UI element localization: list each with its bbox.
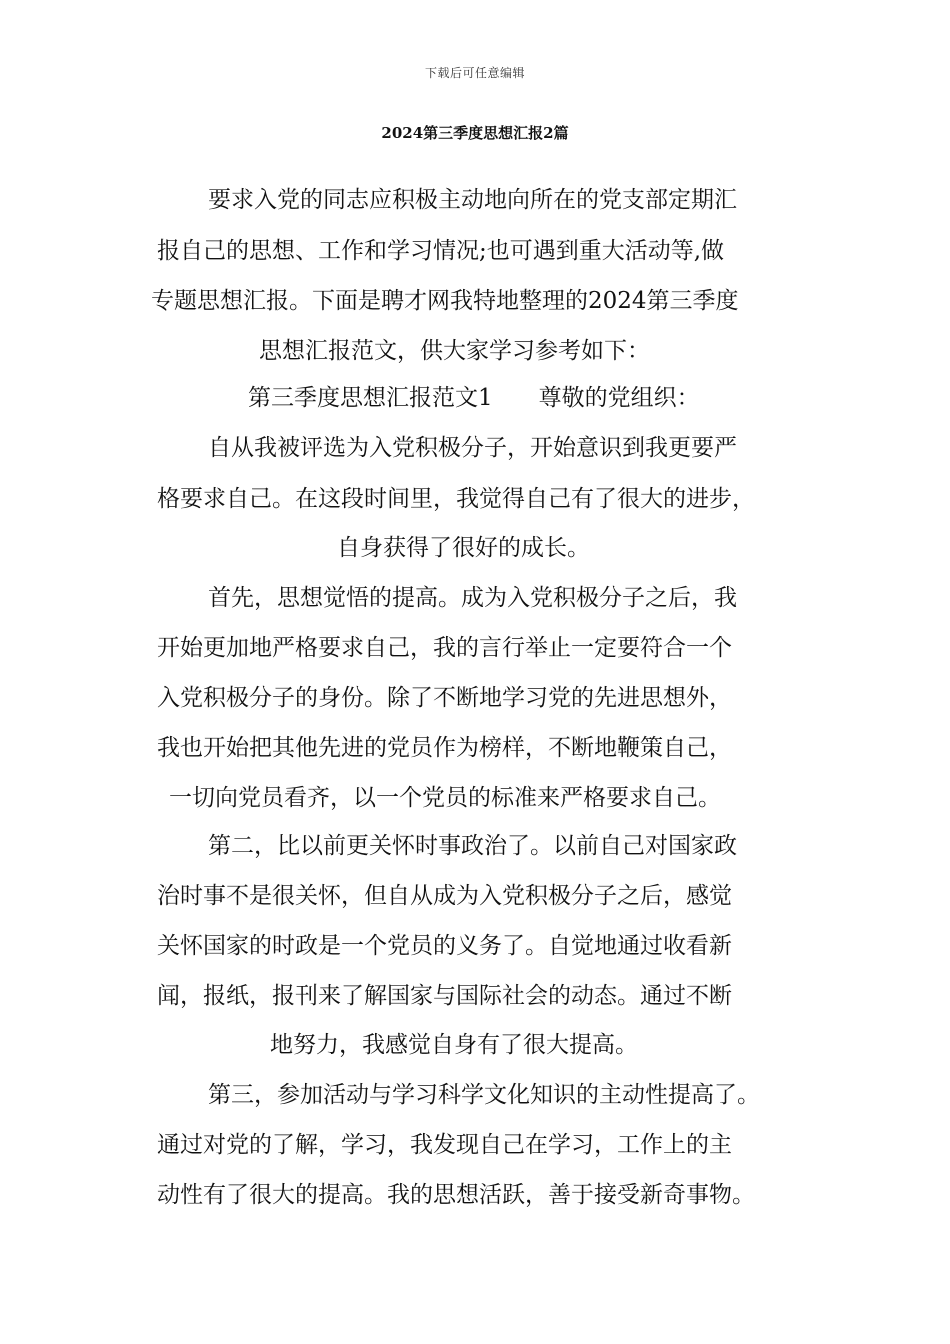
text-line: 一切向党员看齐，以一个党员的标准来严格要求自己。 bbox=[169, 785, 721, 811]
text-line: 治时事不是很关怀，但自从成为入党积极分子之后，感觉 bbox=[157, 883, 732, 909]
text-line: 自身获得了很好的成长。 bbox=[337, 535, 590, 561]
text-line: 专题思想汇报。下面是聘才网我特地整理的2024第三季度 bbox=[151, 288, 739, 314]
text-line: 报自己的思想、工作和学习情况;也可遇到重大活动等,做 bbox=[157, 238, 725, 264]
text-line: 要求入党的同志应积极主动地向所在的党支部定期汇 bbox=[208, 187, 737, 213]
text-line: 自从我被评选为入党积极分子，开始意识到我更要严 bbox=[208, 435, 737, 461]
page-header: 下载后可任意编辑 bbox=[424, 66, 525, 80]
text-line: 第二，比以前更关怀时事政治了。以前自己对国家政 bbox=[208, 833, 737, 859]
text-line: 首先，思想觉悟的提高。成为入党积极分子之后，我 bbox=[208, 585, 737, 611]
text-line: 闻，报纸，报刊来了解国家与国际社会的动态。通过不断 bbox=[157, 983, 732, 1009]
text-line: 地努力，我感觉自身有了很大提高。 bbox=[270, 1032, 638, 1058]
text-line: 第三，参加活动与学习科学文化知识的主动性提高了。 bbox=[208, 1082, 760, 1108]
text-line: 动性有了很大的提高。我的思想活跃，善于接受新奇事物。 bbox=[157, 1182, 755, 1208]
text-line: 第三季度思想汇报范文1 尊敬的党组织： bbox=[248, 385, 700, 411]
text-line: 关怀国家的时政是一个党员的义务了。自觉地通过收看新 bbox=[157, 933, 732, 959]
text-line: 格要求自己。在这段时间里，我觉得自己有了很大的进步， bbox=[157, 486, 755, 512]
text-line: 思想汇报范文，供大家学习参考如下： bbox=[259, 338, 650, 364]
text-line: 入党积极分子的身份。除了不断地学习党的先进思想外， bbox=[157, 685, 732, 711]
text-line: 我也开始把其他先进的党员作为榜样，不断地鞭策自己， bbox=[157, 735, 732, 761]
text-line: 通过对党的了解，学习，我发现自己在学习，工作上的主 bbox=[157, 1132, 732, 1158]
text-line: 开始更加地严格要求自己，我的言行举止一定要符合一个 bbox=[157, 635, 732, 661]
document-title: 2024第三季度思想汇报2篇 bbox=[381, 124, 569, 142]
